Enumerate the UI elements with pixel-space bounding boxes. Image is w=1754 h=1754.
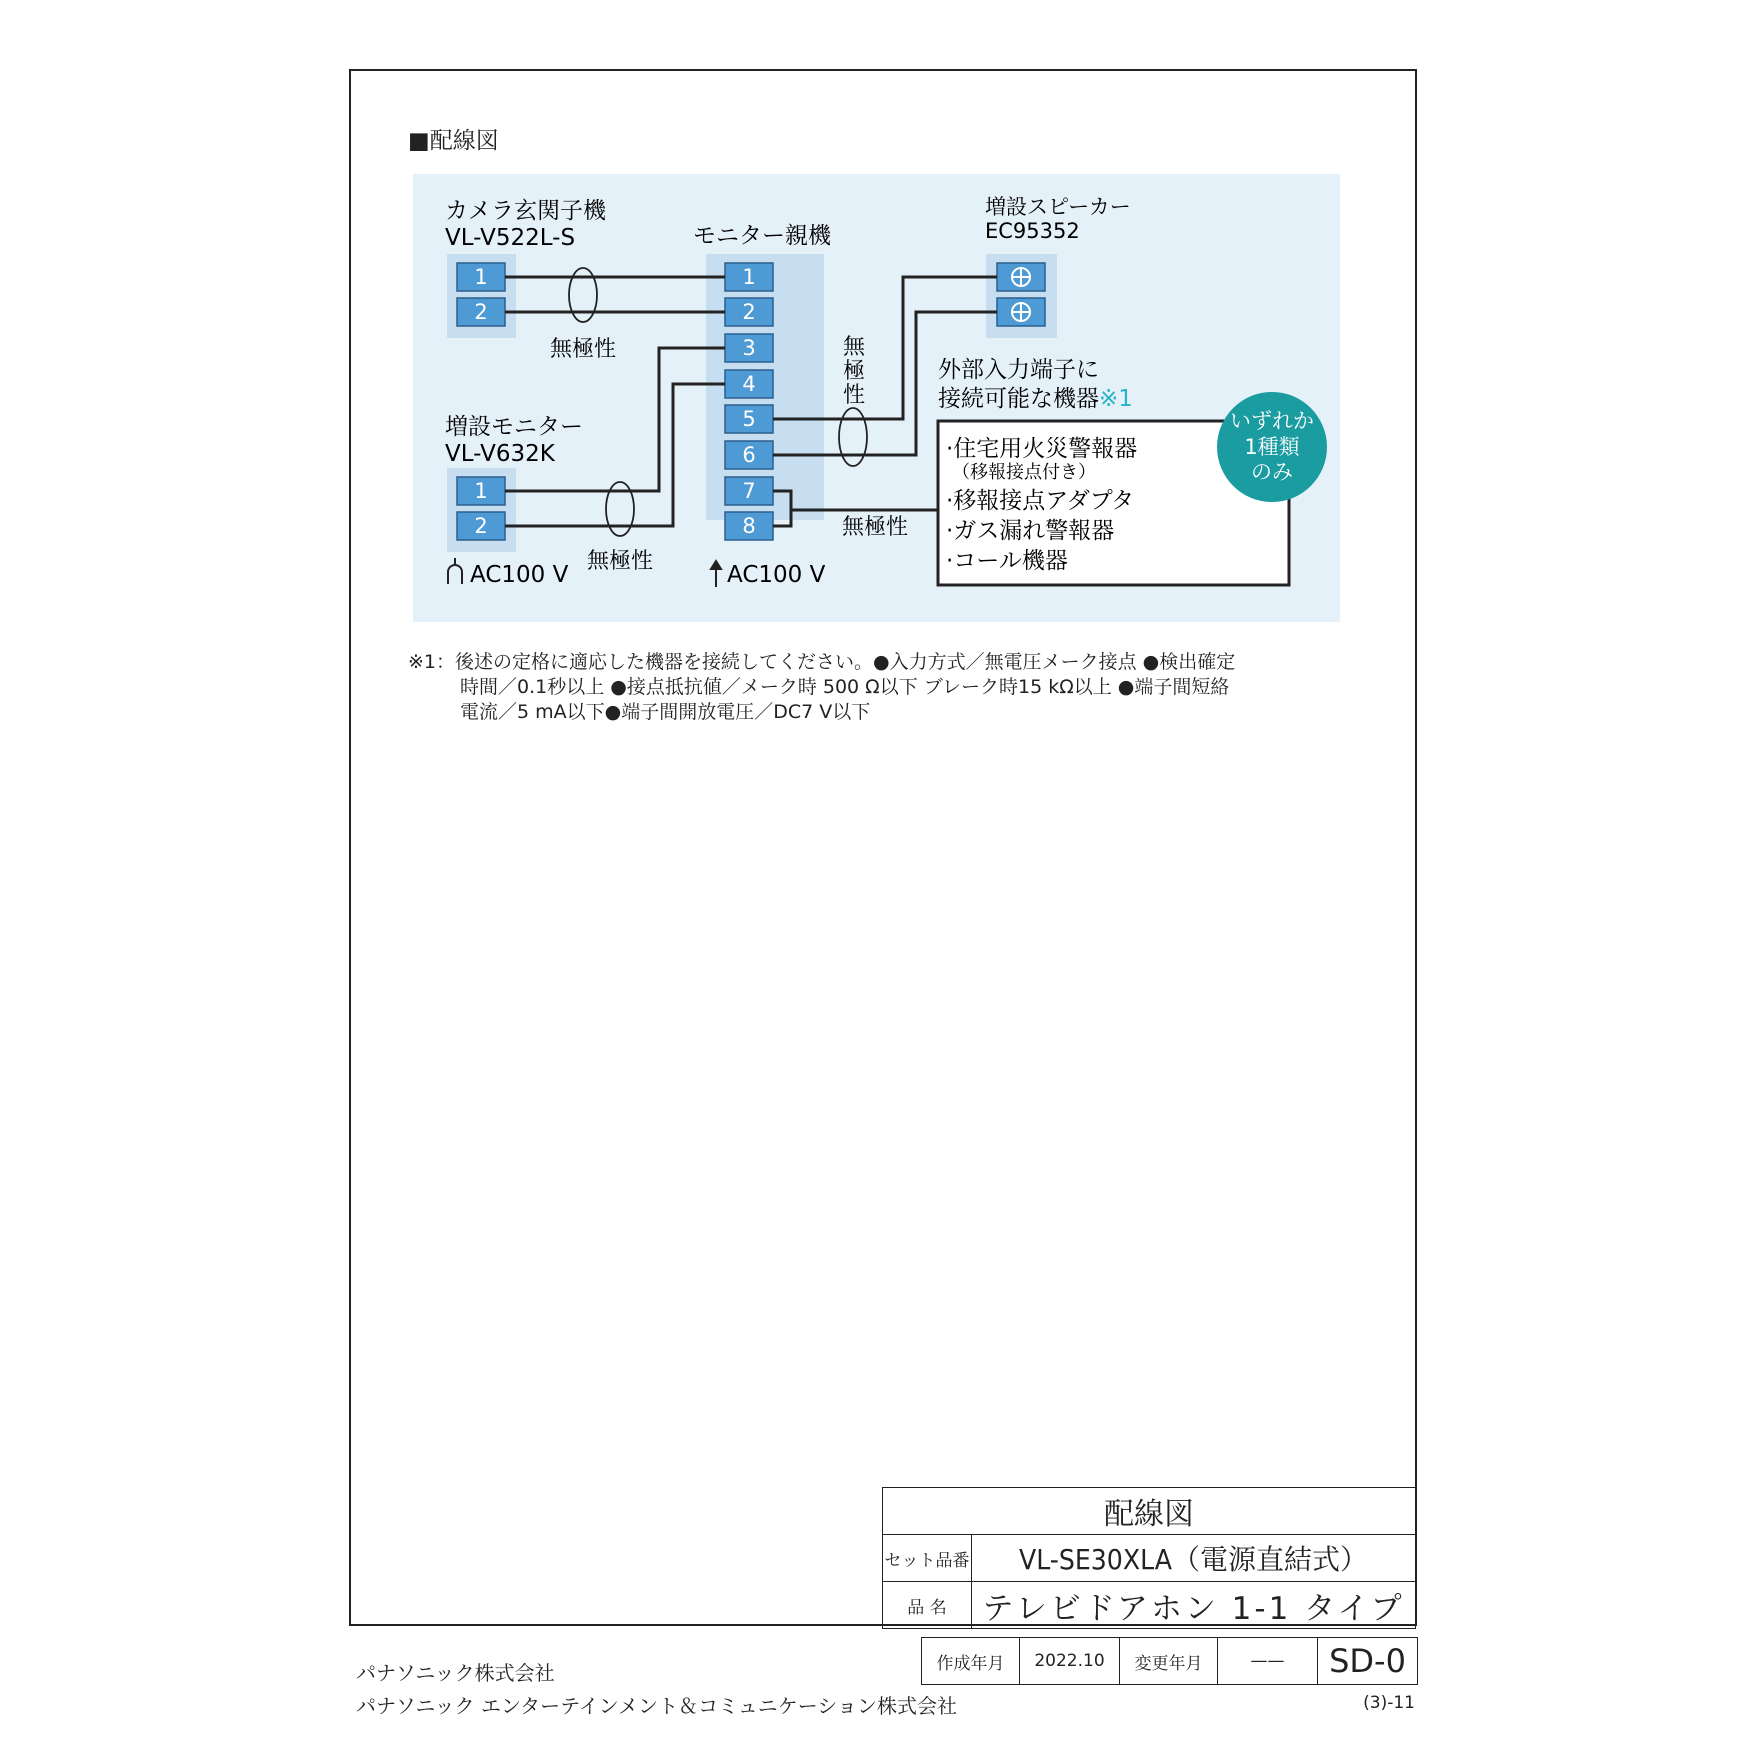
terminal-label: 1 <box>742 265 756 289</box>
page-number: (3)-11 <box>1363 1693 1415 1713</box>
terminal-label: 2 <box>474 300 488 324</box>
title-block <box>882 1487 1416 1629</box>
created-value: 2022.10 <box>1020 1638 1120 1685</box>
nonpolar-label: 無極性 <box>550 337 617 362</box>
title-block-title: 配線図 <box>883 1488 1416 1535</box>
terminal-label: 1 <box>474 265 488 289</box>
terminal-label: 2 <box>474 514 488 538</box>
terminal-label: 4 <box>742 372 756 396</box>
speaker-model: EC95352 <box>985 219 1080 243</box>
terminal-label: 5 <box>742 407 756 431</box>
ext-monitor-name: 増設モニター <box>445 414 583 440</box>
badge-text: いずれか <box>1230 409 1314 433</box>
set-label: セット品番 <box>883 1535 972 1582</box>
badge-text: 1種類 <box>1244 435 1300 459</box>
company-name-1: パナソニック株式会社 <box>356 1661 555 1685</box>
ext-power-label: AC100 V <box>470 562 569 588</box>
speaker-name: 増設スピーカー <box>985 195 1131 219</box>
external-title-2: 接続可能な機器※1 <box>938 386 1133 412</box>
arrow-up-icon <box>711 561 721 587</box>
name-label: 品 名 <box>883 1582 972 1629</box>
plug-icon <box>448 558 462 584</box>
external-title-1: 外部入力端子に <box>938 357 1099 383</box>
footnote-line: 時間／0.1秒以上 ●接点抵抗値／メーク時 500 Ω以下 ブレーク時15 kΩ以上 ●端子間短絡 <box>460 676 1230 698</box>
footnote-line: ※1：後述の定格に適応した機器を接続してください。●入力方式／無電圧メーク接点 ●検出確定 <box>408 651 1236 673</box>
terminal-label: 2 <box>742 300 756 324</box>
nonpolar-label: 無極性 <box>842 515 909 540</box>
terminal-label: 1 <box>474 479 488 503</box>
monitor-power-label: AC100 V <box>727 562 826 588</box>
created-label: 作成年月 <box>922 1638 1020 1685</box>
doc-code: SD-0 <box>1318 1638 1418 1685</box>
section-title: ■配線図 <box>408 128 499 154</box>
nonpolar-vertical: 無 <box>842 335 866 360</box>
monitor-name: モニター親機 <box>693 223 831 249</box>
terminal-label: 7 <box>742 479 756 503</box>
footnote <box>408 650 1235 725</box>
camera-model: VL-V522L-S <box>445 225 576 251</box>
set-value: VL-SE30XLA（電源直結式） <box>972 1535 1416 1582</box>
pair-marker <box>839 408 867 466</box>
terminal-label: 3 <box>742 336 756 360</box>
external-item-note: （移報接点付き） <box>952 462 1096 483</box>
camera-name: カメラ玄関子機 <box>445 198 606 224</box>
badge-text: のみ <box>1251 460 1293 484</box>
ext-monitor-model: VL-V632K <box>445 441 555 467</box>
nonpolar-vertical: 極 <box>842 359 866 384</box>
external-item: ·ガス漏れ警報器 <box>946 518 1115 544</box>
footnote-line: 電流／5 mA以下●端子間開放電圧／DC7 V以下 <box>460 701 871 723</box>
external-item: ·住宅用火災警報器 <box>946 436 1138 462</box>
terminal-label: 6 <box>742 443 756 467</box>
external-item: ·コール機器 <box>946 548 1068 574</box>
name-value: テレビドアホン 1-1 タイプ <box>972 1582 1416 1629</box>
changed-label: 変更年月 <box>1120 1638 1218 1685</box>
changed-value: —— <box>1218 1638 1318 1685</box>
nonpolar-label: 無極性 <box>587 549 654 574</box>
terminal-label: 8 <box>742 514 756 538</box>
external-item: ·移報接点アダプタ <box>946 488 1135 514</box>
meta-block <box>921 1637 1418 1685</box>
company-name-2: パナソニック エンターテインメント＆コミュニケーション株式会社 <box>356 1694 957 1718</box>
nonpolar-vertical: 性 <box>842 383 866 408</box>
